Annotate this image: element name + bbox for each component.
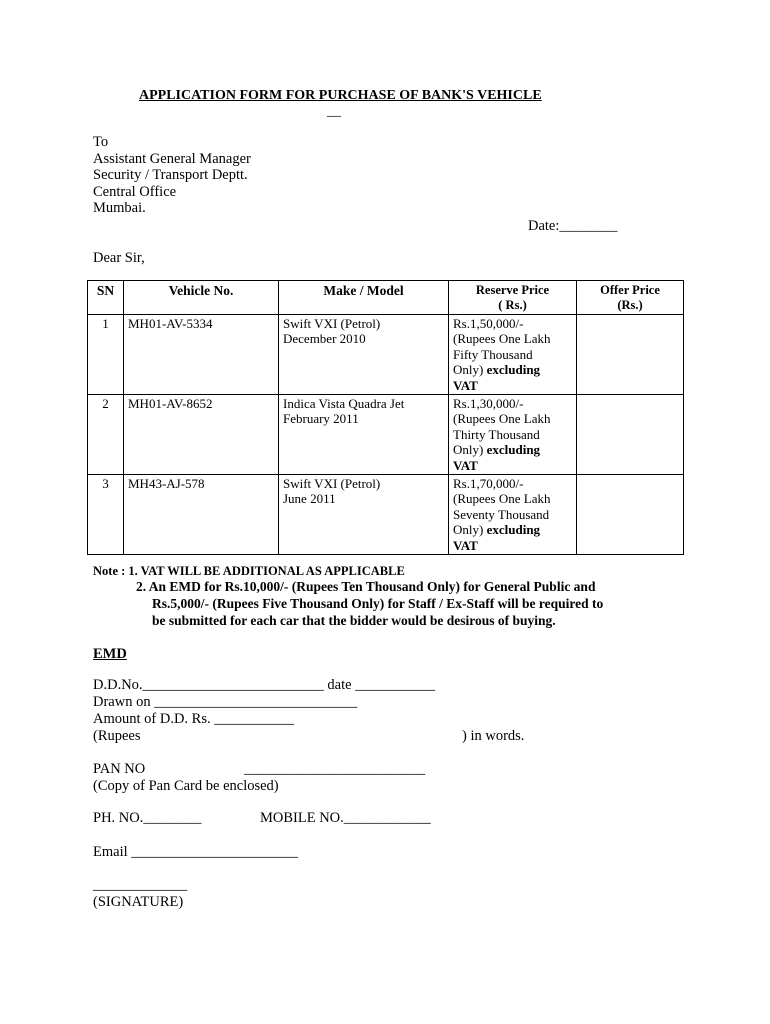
rupees-label: (Rupees (93, 728, 141, 744)
header-vehicle-no: Vehicle No. (124, 281, 279, 315)
price-words (453, 442, 572, 457)
row-reserve-price (449, 475, 577, 555)
header-offer-price-line1: Offer Price (600, 283, 660, 297)
price-amount: Rs.1,70,000/- (453, 476, 524, 492)
address-line: Security / Transport Deptt. (93, 167, 248, 184)
row-make-model (279, 475, 449, 555)
header-reserve-price-line1: Reserve Price (475, 283, 550, 297)
phone-field[interactable]: PH. NO.________ (93, 810, 202, 826)
header-offer-price (577, 281, 684, 315)
make-model-date: February 2011 (283, 411, 359, 427)
page-title: APPLICATION FORM FOR PURCHASE OF BANK'S VEHICLE (139, 88, 542, 103)
make-model-line: Indica Vista Quadra Jet (283, 396, 405, 412)
price-excluding: excluding (486, 442, 541, 458)
price-words-only: Only) (453, 362, 484, 378)
salutation: Dear Sir, (93, 250, 145, 266)
title-underscore: __ (327, 104, 341, 119)
table-row (88, 315, 684, 395)
row-make-model (279, 395, 449, 475)
price-words: (Rupees One Lakh (453, 491, 551, 507)
row-vehicle-no: MH43-AJ-578 (124, 475, 279, 555)
make-model-date: June 2011 (283, 491, 336, 507)
note-item-2-line-3: be submitted for each car that the bidder would be desirous of buying. (152, 613, 556, 628)
table-header-row (88, 281, 684, 315)
price-words: Fifty Thousand (453, 346, 533, 362)
price-words: Thirty Thousand (453, 426, 540, 442)
dd-number-field[interactable]: D.D.No._________________________ date ___________ (93, 677, 435, 693)
address-line: Assistant General Manager (93, 150, 251, 167)
price-words: (Rupees One Lakh (453, 411, 551, 427)
table-row (88, 395, 684, 475)
date-field[interactable]: Date:________ (528, 218, 618, 234)
row-reserve-price (449, 395, 577, 475)
row-sn: 1 (88, 315, 124, 395)
price-words (453, 522, 572, 537)
header-sn: SN (88, 281, 124, 315)
note-item-2-line-2: Rs.5,000/- (Rupees Five Thousand Only) for Staff / Ex-Staff will be required to (152, 596, 604, 611)
email-field[interactable]: Email _______________________ (93, 844, 299, 860)
make-model-date: December 2010 (283, 331, 366, 347)
price-words-only: Only) (453, 442, 484, 458)
emd-heading: EMD (93, 646, 127, 662)
dd-amount-field[interactable]: Amount of D.D. Rs. ___________ (93, 711, 294, 727)
header-make-model: Make / Model (279, 281, 449, 315)
address-line: Central Office (93, 183, 177, 200)
pan-input[interactable]: _________________________ (244, 761, 426, 777)
address-line: Mumbai. (93, 200, 146, 217)
row-offer-price-input[interactable] (577, 315, 684, 395)
price-amount: Rs.1,50,000/- (453, 316, 524, 331)
signature-line[interactable]: _____________ (93, 877, 188, 893)
note-label: Note : (93, 564, 126, 578)
recipient-address (93, 134, 251, 217)
row-sn: 3 (88, 475, 124, 555)
note-item-2-line-1: 2. An EMD for Rs.10,000/- (Rupees Ten Thousand Only) for General Public and (136, 579, 596, 594)
row-reserve-price (449, 315, 577, 395)
address-line: To (93, 134, 109, 150)
note-item-2 (136, 578, 696, 629)
make-model-line: Swift VXI (Petrol) (283, 476, 381, 492)
price-words-only: Only) (453, 522, 484, 538)
price-excluding: excluding (486, 362, 541, 378)
in-words-label: ) in words. (462, 728, 525, 744)
row-offer-price-input[interactable] (577, 475, 684, 555)
table-row (88, 475, 684, 555)
price-vat: VAT (453, 377, 478, 393)
note-item-1: 1. VAT WILL BE ADDITIONAL AS APPLICABLE (128, 564, 405, 578)
price-amount: Rs.1,30,000/- (453, 396, 524, 412)
price-words: (Rupees One Lakh (453, 331, 551, 347)
price-vat: VAT (453, 537, 478, 553)
row-vehicle-no: MH01-AV-8652 (124, 395, 279, 475)
header-offer-price-line2: (Rs.) (617, 298, 643, 312)
header-reserve-price (449, 281, 577, 315)
row-sn: 2 (88, 395, 124, 475)
pan-label: PAN NO (93, 761, 146, 777)
price-words (453, 362, 572, 377)
mobile-field[interactable]: MOBILE NO.____________ (260, 810, 431, 826)
price-excluding: excluding (486, 522, 541, 538)
header-reserve-price-line2: ( Rs.) (498, 298, 527, 312)
drawn-on-field[interactable]: Drawn on ____________________________ (93, 694, 358, 710)
price-words: Seventy Thousand (453, 506, 550, 522)
make-model-line: Swift VXI (Petrol) (283, 316, 381, 331)
vehicle-table (87, 280, 684, 555)
signature-label: (SIGNATURE) (93, 894, 184, 910)
row-make-model (279, 315, 449, 395)
row-offer-price-input[interactable] (577, 395, 684, 475)
row-vehicle-no: MH01-AV-5334 (124, 315, 279, 395)
pan-copy-note: (Copy of Pan Card be enclosed) (93, 778, 279, 794)
price-vat: VAT (453, 457, 478, 473)
